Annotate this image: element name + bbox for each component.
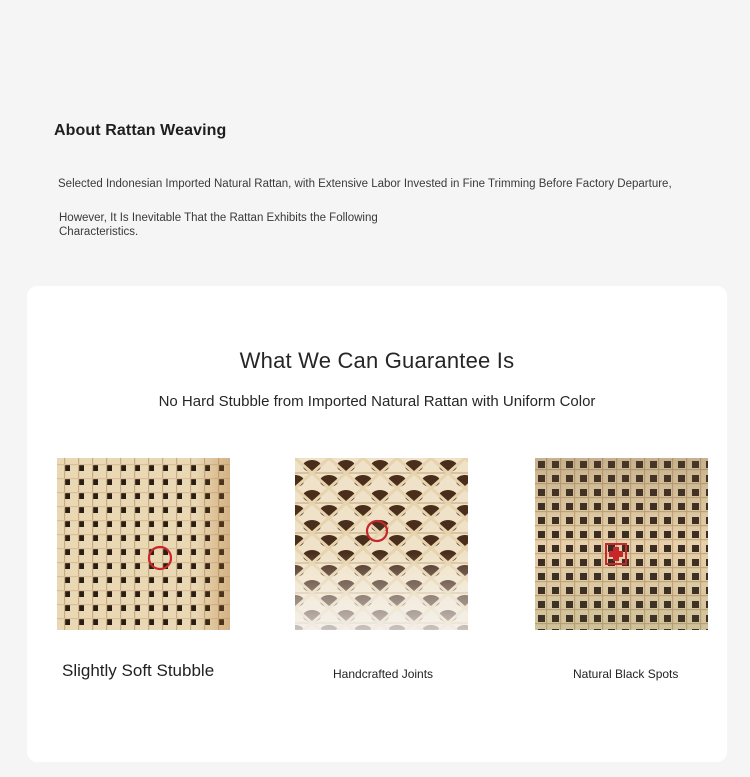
about-rattan-description-line1: Selected Indonesian Imported Natural Rattan, with Extensive Labor Invested in Fine Trimming Before Factory Departure, (58, 178, 672, 190)
feature-label-soft-stubble: Slightly Soft Stubble (62, 661, 215, 680)
about-rattan-description-line2: However, It Is Inevitable That the Rattan Exhibits the Following Characteristics. (59, 212, 378, 238)
guarantee-title: What We Can Guarantee Is (239, 348, 515, 373)
guarantee-card (27, 286, 727, 762)
soft-stubble-image (57, 458, 230, 630)
feature-label-handcrafted-joints: Handcrafted Joints (333, 667, 434, 681)
handcrafted-joints-image (295, 458, 468, 630)
about-rattan-title: About Rattan Weaving (54, 122, 227, 139)
guarantee-subtitle: No Hard Stubble from Imported Natural Rattan with Uniform Color (158, 393, 596, 410)
natural-black-spots-image (535, 458, 708, 630)
feature-label-black-spots: Natural Black Spots (573, 667, 679, 681)
